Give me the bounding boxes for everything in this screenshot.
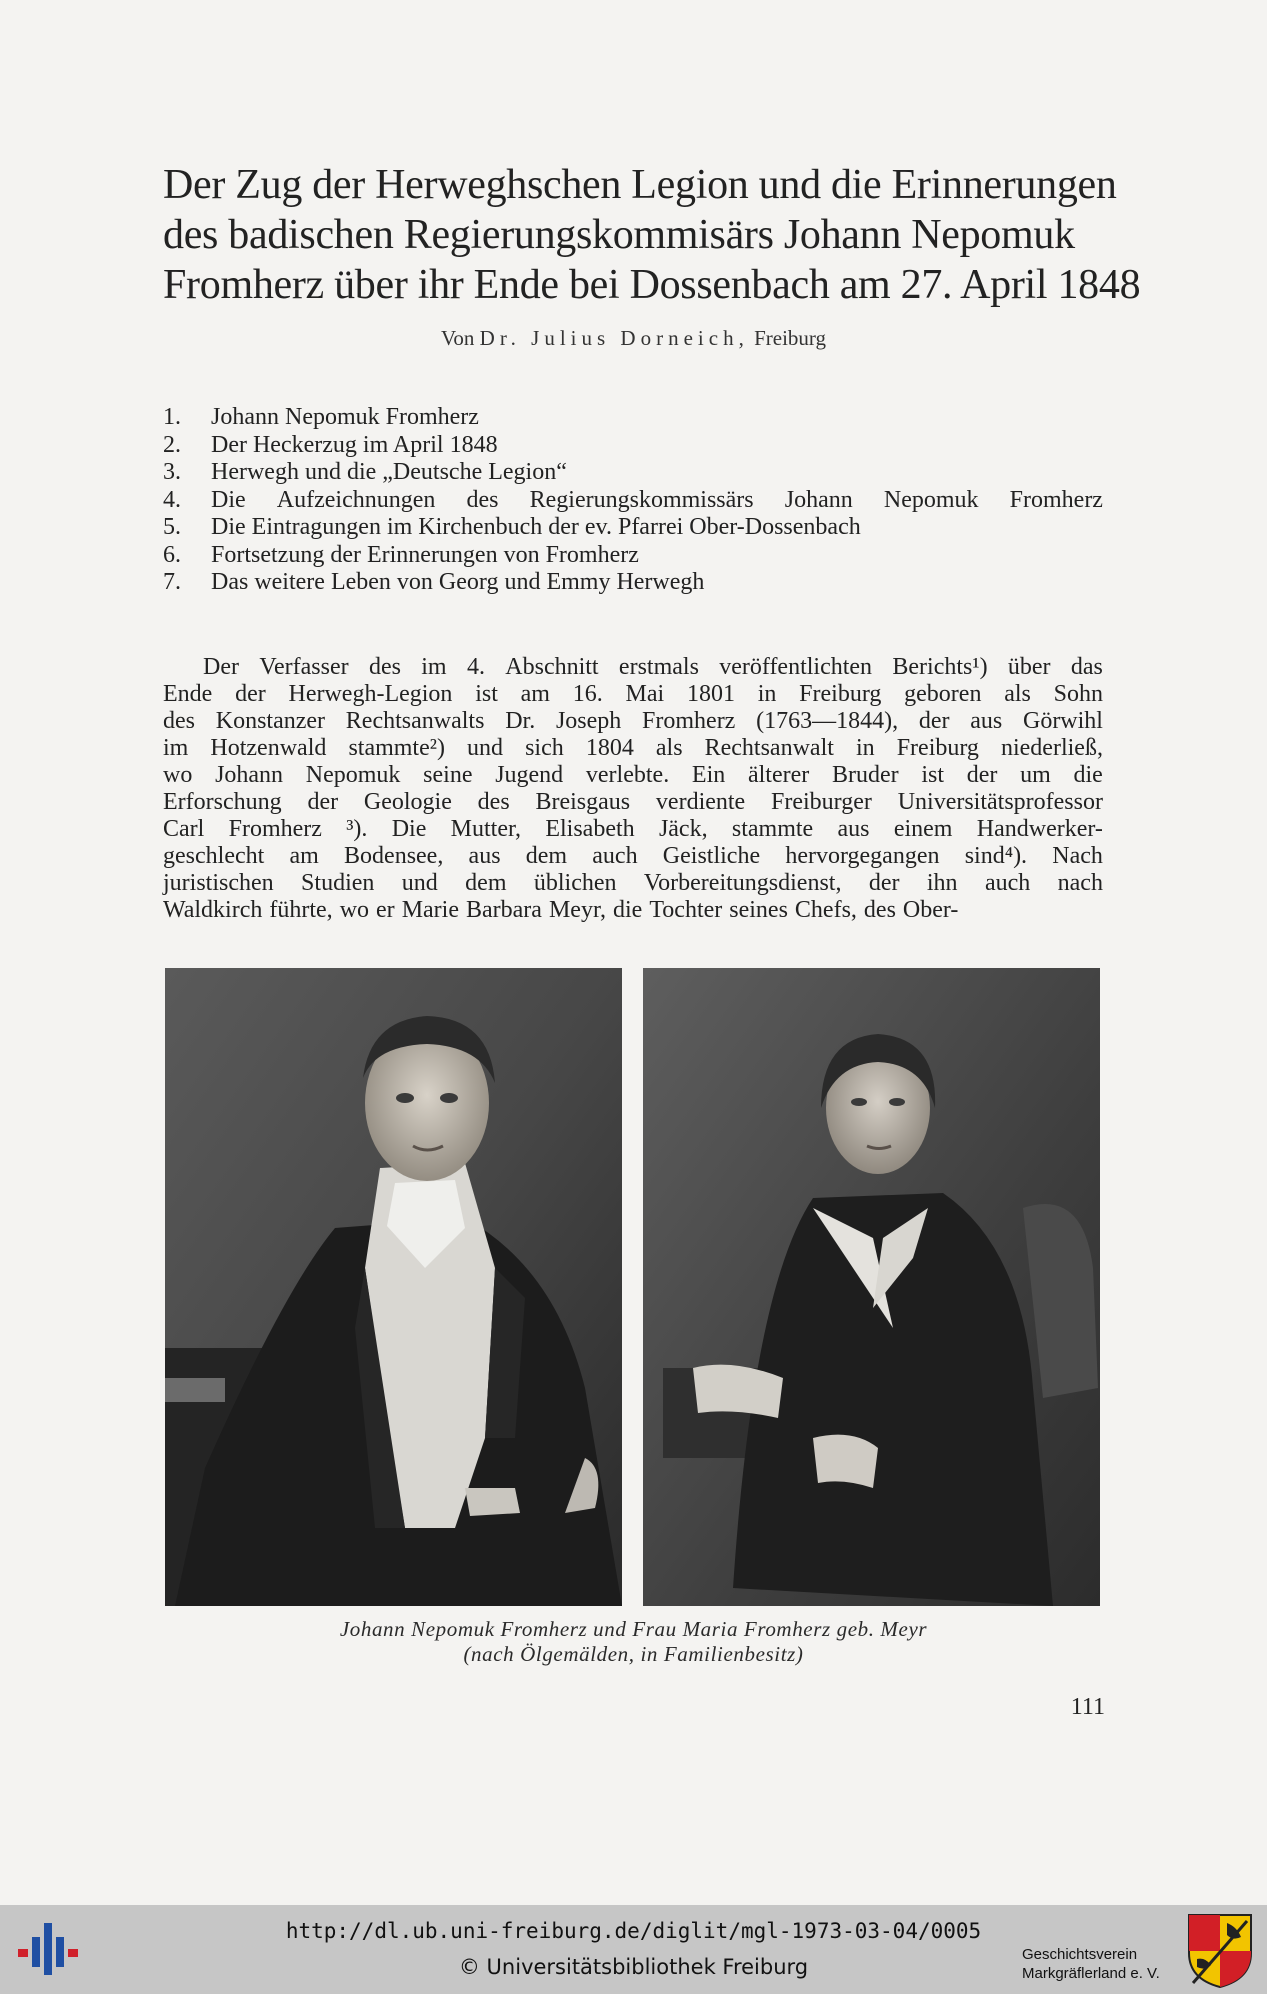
society-name (1022, 1945, 1182, 1983)
author-name: Dr. Julius Dorneich, (479, 326, 749, 350)
toc-item (163, 459, 1103, 487)
body-line: geschlecht am Bodensee, aus dem auch Geistliche hervorgegangen sind⁴). Nach (163, 843, 1103, 869)
portrait-maria-fromherz (643, 968, 1100, 1606)
title-line: des badischen Regierungskommisärs Johann Nepomuk (163, 212, 1075, 258)
article-title (163, 160, 1141, 310)
caption-line: (nach Ölgemälden, in Familienbesitz) (463, 1642, 804, 1666)
toc-number: 7. (163, 569, 181, 595)
toc-text: Das weitere Leben von Georg und Emmy Herwegh (211, 569, 705, 595)
society-name-line: Geschichtsverein (1022, 1946, 1138, 1963)
copyright-notice: © Universitätsbibliothek Freiburg (458, 1955, 809, 1979)
toc-text: Fortsetzung der Erinnerungen von Fromherz (211, 541, 639, 568)
author-line (0, 326, 1267, 351)
toc-number: 4. (163, 486, 181, 513)
author-prefix: Von (440, 326, 475, 350)
toc-number: 2. (163, 431, 181, 458)
body-line: Carl Fromherz ³). Die Mutter, Elisabeth Jäck, stammte aus einem Handwerker- (163, 816, 1103, 842)
document-url-link[interactable]: http://dl.ub.uni-freiburg.de/diglit/mgl-1973-03-04/0005 (285, 1919, 982, 1943)
body-line: juristischen Studien und dem üblichen Vorbereitungsdienst, der ihn auch nach (163, 870, 1103, 896)
toc-item (163, 487, 1103, 515)
society-name-line: Markgräflerland e. V. (1022, 1965, 1160, 1982)
body-line: Der Verfasser des im 4. Abschnitt erstmals veröffentlichten Berichts¹) über das (203, 654, 1103, 680)
body-line: des Konstanzer Rechtsanwalts Dr. Joseph Fromherz (1763—1844), der aus Görwihl (163, 708, 1103, 734)
title-line: Der Zug der Herweghschen Legion und die Erinnerungen (163, 162, 1117, 208)
body-line: im Hotzenwald stammte²) und sich 1804 als Rechtsanwalt in Freiburg niederließ, (163, 735, 1103, 761)
body-paragraph (163, 654, 1103, 924)
toc-text: Herwegh und die „Deutsche Legion“ (211, 459, 567, 485)
table-of-contents (163, 404, 1103, 597)
caption-line: Johann Nepomuk Fromherz und Frau Maria Fromherz geb. Meyr (339, 1617, 928, 1641)
toc-text: Die Aufzeichnungen des Regierungskommissärs Johann Nepomuk Fromherz (211, 486, 1103, 513)
toc-item (163, 514, 1103, 542)
toc-number: 3. (163, 459, 181, 485)
toc-number: 5. (163, 514, 181, 540)
society-crest-icon[interactable] (1187, 1913, 1253, 1989)
toc-item (163, 569, 1103, 597)
toc-item (163, 432, 1103, 460)
toc-item (163, 404, 1103, 432)
toc-text: Johann Nepomuk Fromherz (211, 404, 479, 430)
author-place: Freiburg (754, 326, 827, 350)
body-line: Ende der Herwegh-Legion ist am 16. Mai 1801 in Freiburg geboren als Sohn (163, 681, 1103, 707)
toc-text: Der Heckerzug im April 1848 (211, 431, 498, 458)
page-number: 111 (1070, 1694, 1105, 1720)
portrait-johann-nepomuk-fromherz (165, 968, 622, 1606)
body-line: Erforschung der Geologie des Breisgaus verdiente Freiburger Universitätsprofessor (163, 789, 1103, 815)
toc-item (163, 542, 1103, 570)
title-line: Fromherz über ihr Ende bei Dossenbach am 27. April 1848 (163, 262, 1141, 308)
viewer-footer-bar (0, 1905, 1267, 1994)
body-line: Waldkirch führte, wo er Marie Barbara Meyr, die Tochter seines Chefs, des Ober- (163, 897, 959, 923)
toc-number: 1. (163, 404, 181, 430)
body-line: wo Johann Nepomuk seine Jugend verlebte. Ein älterer Bruder ist der um die (163, 762, 1103, 788)
toc-text: Die Eintragungen im Kirchenbuch der ev. Pfarrei Ober-Dossenbach (211, 514, 861, 540)
toc-number: 6. (163, 541, 181, 568)
figure-caption (0, 1617, 1267, 1667)
